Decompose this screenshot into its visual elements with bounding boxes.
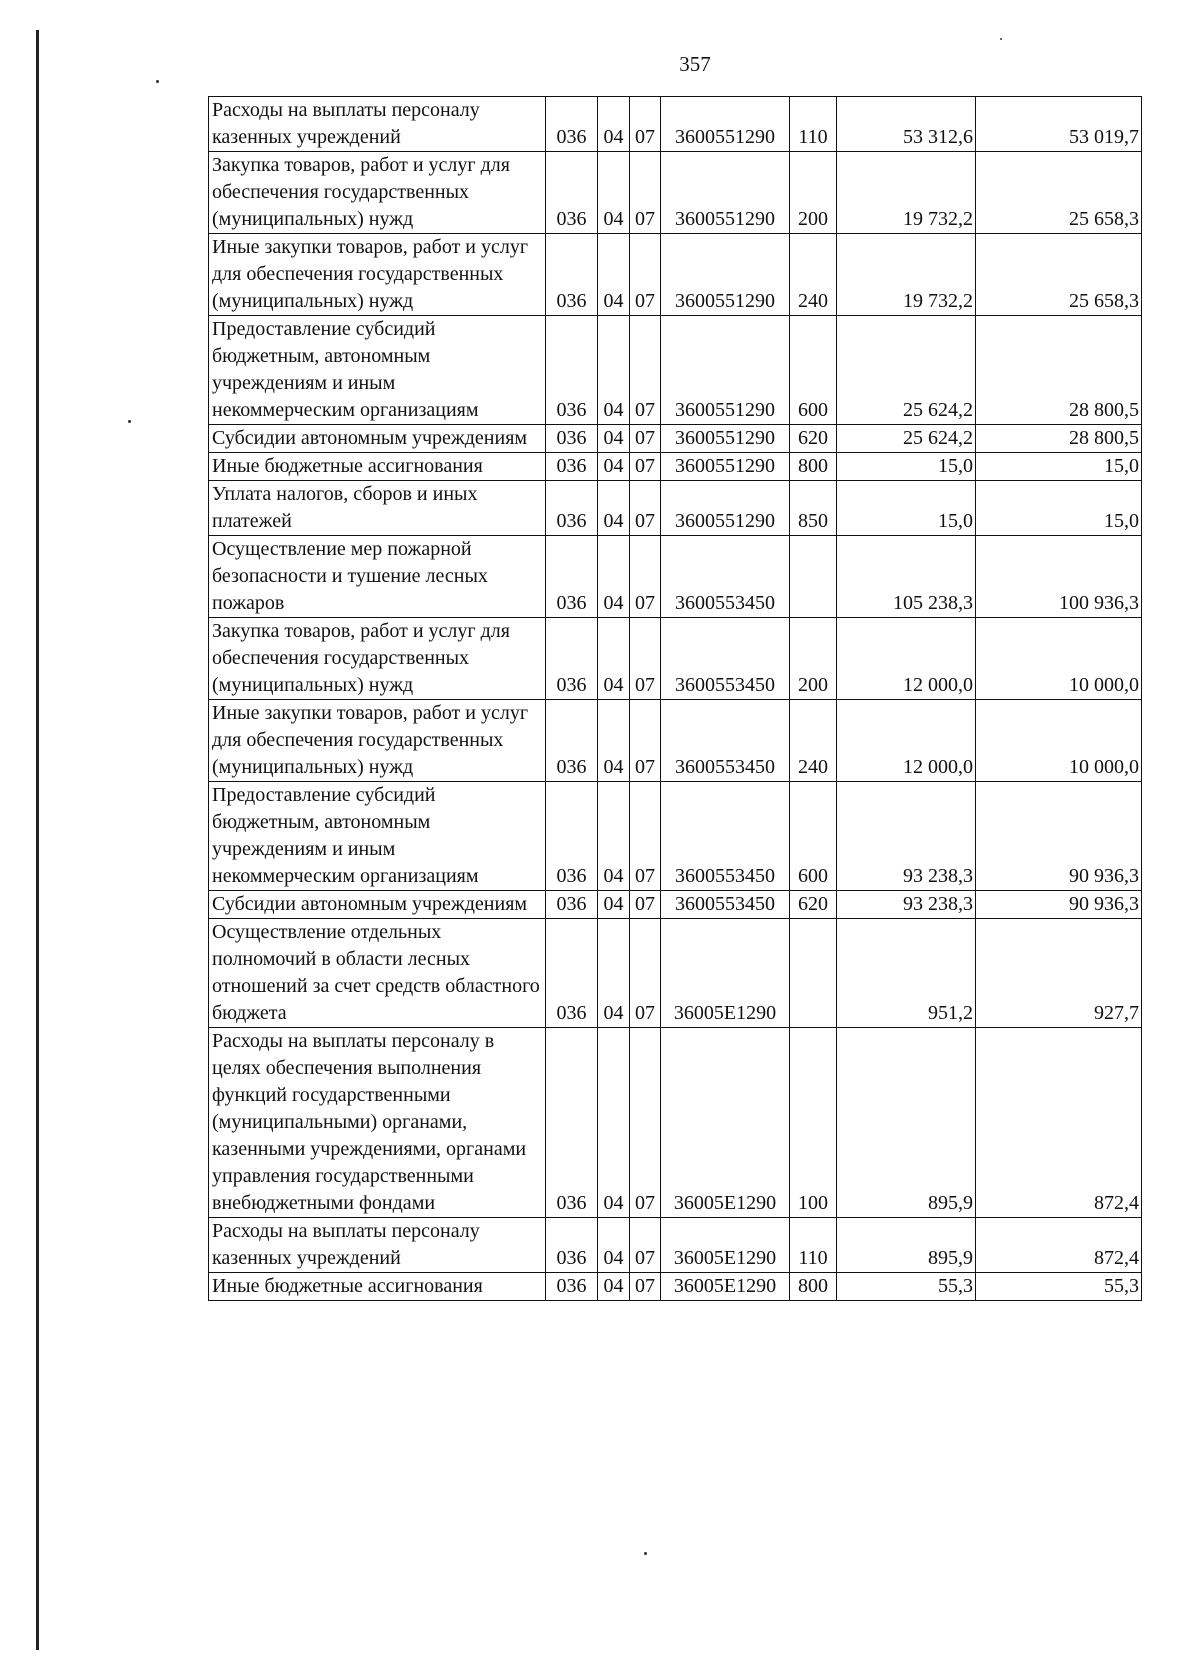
row-expense-type: 850 [790,481,837,536]
row-expense-type [790,919,837,1028]
row-section-code: 04 [598,1218,630,1273]
row-subsection-code: 07 [630,618,661,700]
row-ved-code: 036 [546,1028,598,1218]
row-target-article: 3600553450 [661,891,790,919]
row-amount-year-1: 93 238,3 [837,782,976,891]
row-amount-year-1: 25 624,2 [837,316,976,425]
row-amount-year-2: 25 658,3 [976,234,1142,316]
row-ved-code: 036 [546,618,598,700]
row-name: Предоставление субсидий бюджетным, автономным учреждениям и иным некоммерческим организациям [209,316,546,425]
row-amount-year-2: 15,0 [976,453,1142,481]
scan-speck [644,1552,647,1555]
row-section-code: 04 [598,536,630,618]
table-row [209,1218,1142,1273]
row-section-code: 04 [598,891,630,919]
row-expense-type [790,536,837,618]
row-expense-type: 240 [790,700,837,782]
row-amount-year-2: 55,3 [976,1273,1142,1301]
row-name: Расходы на выплаты персоналу казенных учреждений [209,1218,546,1273]
row-section-code: 04 [598,1273,630,1301]
row-amount-year-2: 872,4 [976,1028,1142,1218]
row-amount-year-1: 15,0 [837,481,976,536]
row-subsection-code: 07 [630,700,661,782]
row-amount-year-1: 105 238,3 [837,536,976,618]
row-subsection-code: 07 [630,453,661,481]
row-section-code: 04 [598,425,630,453]
row-amount-year-1: 895,9 [837,1218,976,1273]
row-name: Субсидии автономным учреждениям [209,891,546,919]
row-amount-year-2: 10 000,0 [976,618,1142,700]
row-target-article: 3600551290 [661,481,790,536]
row-amount-year-1: 15,0 [837,453,976,481]
table-row [209,919,1142,1028]
row-expense-type: 200 [790,618,837,700]
row-section-code: 04 [598,316,630,425]
row-subsection-code: 07 [630,1273,661,1301]
row-amount-year-2: 28 800,5 [976,316,1142,425]
row-section-code: 04 [598,481,630,536]
row-target-article: 3600553450 [661,618,790,700]
table-row [209,1028,1142,1218]
row-section-code: 04 [598,1028,630,1218]
row-subsection-code: 07 [630,316,661,425]
row-target-article: 3600553450 [661,536,790,618]
row-ved-code: 036 [546,152,598,234]
row-amount-year-2: 90 936,3 [976,891,1142,919]
row-section-code: 04 [598,234,630,316]
table-row [209,97,1142,152]
row-name: Закупка товаров, работ и услуг для обеспечения государственных (муниципальных) нужд [209,152,546,234]
budget-table-body [209,97,1142,1301]
row-amount-year-2: 53 019,7 [976,97,1142,152]
row-section-code: 04 [598,919,630,1028]
row-amount-year-2: 15,0 [976,481,1142,536]
row-name: Уплата налогов, сборов и иных платежей [209,481,546,536]
row-amount-year-1: 951,2 [837,919,976,1028]
row-amount-year-1: 25 624,2 [837,425,976,453]
page-number: 357 [679,52,711,76]
table-row [209,700,1142,782]
row-amount-year-2: 100 936,3 [976,536,1142,618]
row-section-code: 04 [598,152,630,234]
row-subsection-code: 07 [630,97,661,152]
row-ved-code: 036 [546,481,598,536]
row-subsection-code: 07 [630,536,661,618]
row-name: Осуществление мер пожарной безопасности и тушение лесных пожаров [209,536,546,618]
row-expense-type: 800 [790,1273,837,1301]
row-target-article: 3600553450 [661,700,790,782]
row-ved-code: 036 [546,700,598,782]
row-expense-type: 600 [790,316,837,425]
row-amount-year-2: 28 800,5 [976,425,1142,453]
table-row [209,618,1142,700]
row-name: Осуществление отдельных полномочий в области лесных отношений за счет средств областного бюджета [209,919,546,1028]
table-row [209,481,1142,536]
row-target-article: 3600551290 [661,97,790,152]
row-target-article: 36005Е1290 [661,1218,790,1273]
row-amount-year-1: 12 000,0 [837,618,976,700]
row-amount-year-1: 93 238,3 [837,891,976,919]
row-amount-year-2: 10 000,0 [976,700,1142,782]
row-name: Расходы на выплаты персоналу казенных учреждений [209,97,546,152]
row-section-code: 04 [598,700,630,782]
row-subsection-code: 07 [630,782,661,891]
row-ved-code: 036 [546,782,598,891]
scan-speck [1000,38,1002,40]
table-row [209,782,1142,891]
table-row [209,316,1142,425]
row-name: Иные закупки товаров, работ и услуг для обеспечения государственных (муниципальных) нужд [209,234,546,316]
row-target-article: 36005Е1290 [661,919,790,1028]
row-subsection-code: 07 [630,919,661,1028]
row-amount-year-1: 19 732,2 [837,234,976,316]
row-subsection-code: 07 [630,1028,661,1218]
row-target-article: 36005Е1290 [661,1028,790,1218]
row-name: Расходы на выплаты персоналу в целях обеспечения выполнения функций государственными (муниципальными) органами, казенными учреждениями, органами управления государственными внебюджетными фондами [209,1028,546,1218]
row-target-article: 3600551290 [661,234,790,316]
row-amount-year-1: 53 312,6 [837,97,976,152]
table-row [209,234,1142,316]
row-name: Субсидии автономным учреждениям [209,425,546,453]
row-ved-code: 036 [546,1273,598,1301]
row-ved-code: 036 [546,316,598,425]
table-row [209,891,1142,919]
table-row [209,425,1142,453]
row-subsection-code: 07 [630,234,661,316]
row-expense-type: 110 [790,97,837,152]
row-ved-code: 036 [546,1218,598,1273]
row-ved-code: 036 [546,919,598,1028]
table-row [209,453,1142,481]
row-ved-code: 036 [546,97,598,152]
row-target-article: 3600551290 [661,425,790,453]
row-ved-code: 036 [546,453,598,481]
row-amount-year-2: 872,4 [976,1218,1142,1273]
row-amount-year-1: 55,3 [837,1273,976,1301]
row-subsection-code: 07 [630,481,661,536]
row-ved-code: 036 [546,425,598,453]
row-name: Иные бюджетные ассигнования [209,453,546,481]
row-target-article: 3600551290 [661,152,790,234]
row-name: Иные закупки товаров, работ и услуг для обеспечения государственных (муниципальных) нужд [209,700,546,782]
row-target-article: 3600551290 [661,316,790,425]
row-expense-type: 200 [790,152,837,234]
row-expense-type: 600 [790,782,837,891]
row-subsection-code: 07 [630,425,661,453]
row-amount-year-1: 12 000,0 [837,700,976,782]
row-subsection-code: 07 [630,1218,661,1273]
row-ved-code: 036 [546,234,598,316]
row-target-article: 3600551290 [661,453,790,481]
row-section-code: 04 [598,782,630,891]
budget-table [208,96,1142,1301]
scan-edge-line [36,30,39,1650]
scan-speck [156,80,159,83]
table-row [209,536,1142,618]
row-subsection-code: 07 [630,891,661,919]
row-amount-year-2: 90 936,3 [976,782,1142,891]
row-expense-type: 620 [790,425,837,453]
row-expense-type: 100 [790,1028,837,1218]
row-target-article: 3600553450 [661,782,790,891]
row-ved-code: 036 [546,536,598,618]
table-row [209,152,1142,234]
row-amount-year-1: 19 732,2 [837,152,976,234]
row-expense-type: 240 [790,234,837,316]
row-section-code: 04 [598,618,630,700]
scan-speck [128,420,131,423]
row-expense-type: 620 [790,891,837,919]
row-ved-code: 036 [546,891,598,919]
row-name: Предоставление субсидий бюджетным, автономным учреждениям и иным некоммерческим организациям [209,782,546,891]
row-section-code: 04 [598,453,630,481]
row-amount-year-2: 25 658,3 [976,152,1142,234]
row-expense-type: 110 [790,1218,837,1273]
row-name: Иные бюджетные ассигнования [209,1273,546,1301]
table-row [209,1273,1142,1301]
row-amount-year-1: 895,9 [837,1028,976,1218]
row-subsection-code: 07 [630,152,661,234]
row-section-code: 04 [598,97,630,152]
row-amount-year-2: 927,7 [976,919,1142,1028]
row-expense-type: 800 [790,453,837,481]
row-name: Закупка товаров, работ и услуг для обеспечения государственных (муниципальных) нужд [209,618,546,700]
row-target-article: 36005Е1290 [661,1273,790,1301]
